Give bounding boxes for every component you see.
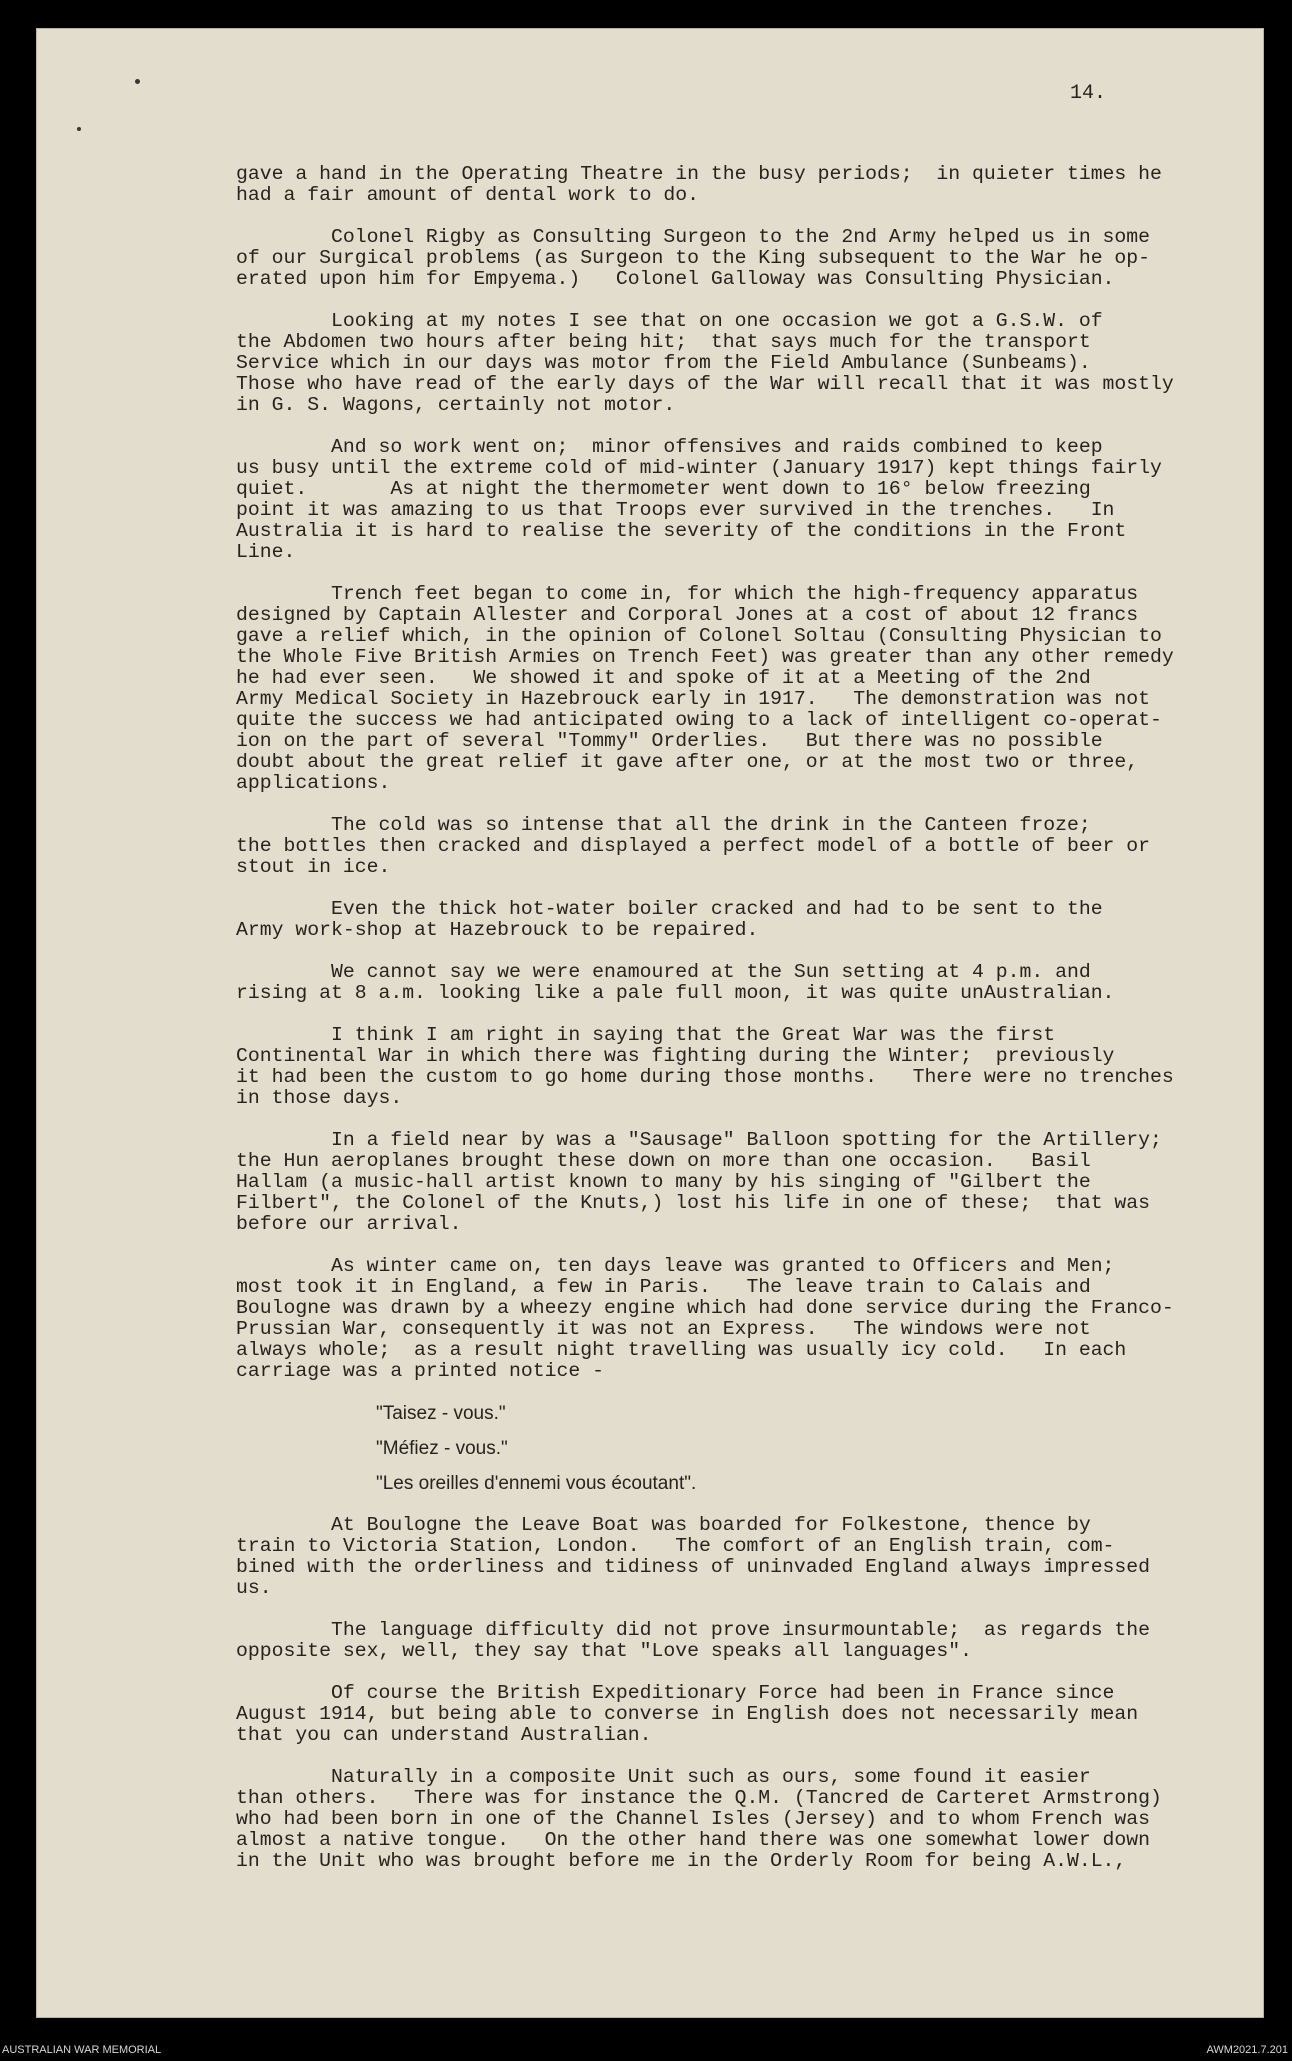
notice-line: "Méfiez - vous." <box>376 1438 508 1459</box>
paragraph: Colonel Rigby as Consulting Surgeon to the 2nd Army helped us in some of our Surgical problems (as Surgeon to the King subsequent to the War he op- erated upon him for Empyema.) Colonel Galloway was Consulting Physician. <box>236 226 1151 290</box>
footer-reference-number: AWM2021.7.201 <box>1206 2044 1288 2056</box>
footer-archive-name: AUSTRALIAN WAR MEMORIAL <box>2 2044 162 2056</box>
paragraph: As winter came on, ten days leave was granted to Officers and Men; most took it in England, a few in Paris. The leave train to Calais and Boulogne was drawn by a wheezy engine which had done service during the Franco- Prussian War, consequently it was not an Express. The windows were not always whole; as a result night travelling was usually icy cold. In each carriage was a printed notice - <box>236 1255 1174 1382</box>
paragraph: I think I am right in saying that the Great War was the first Continental War in which there was fighting during the Winter; previously it had been the custom to go home during those months. There were no trenches in those days. <box>236 1024 1174 1109</box>
paragraph: Even the thick hot-water boiler cracked and had to be sent to the Army work-shop at Hazebrouck to be repaired. <box>236 898 1103 941</box>
paragraph: Of course the British Expeditionary Force had been in France since August 1914, but being able to converse in English does not necessarily mean that you can understand Australian. <box>236 1682 1139 1746</box>
notice-line: "Taisez - vous." <box>376 1403 506 1424</box>
page-number: 14. <box>1070 82 1107 105</box>
paragraph: And so work went on; minor offensives and raids combined to keep us busy until the extreme cold of mid-winter (January 1917) kept things fairly quiet. As at night the thermometer went down to 16° below freezing point it was amazing to us that Troops ever survived in the trenches. In Australia it is hard to realise the severity of the conditions in the Front Line. <box>236 436 1162 563</box>
paper-speck <box>135 79 140 84</box>
notice-line: "Les oreilles d'ennemi vous écoutant". <box>376 1473 697 1494</box>
paragraph: Looking at my notes I see that on one occasion we got a G.S.W. of the Abdomen two hours after being hit; that says much for the transport Service which in our days was motor from the Field Ambulance (Sunbeams). Those who have read of the early days of the War will recall that it was mostly in G. S. Wagons, certainly not motor. <box>236 310 1174 416</box>
paragraph: At Boulogne the Leave Boat was boarded for Folkestone, thence by train to Victoria Station, London. The comfort of an English train, com- bined with the orderliness and tidiness of uninvaded England always impressed us. <box>236 1514 1151 1599</box>
paragraph: We cannot say we were enamoured at the Sun setting at 4 p.m. and rising at 8 a.m. looking like a pale full moon, it was quite unAustralian. <box>236 961 1115 1004</box>
paragraph: The language difficulty did not prove insurmountable; as regards the opposite sex, well, they say that "Love speaks all languages". <box>236 1619 1151 1662</box>
paragraph: The cold was so intense that all the drink in the Canteen froze; the bottles then cracked and displayed a perfect model of a bottle of beer or stout in ice. <box>236 814 1151 878</box>
paragraph: In a field near by was a "Sausage" Balloon spotting for the Artillery; the Hun aeroplanes brought these down on more than one occasion. Basil Hallam (a music-hall artist known to many by his singing of "Gilbert the Filbert", the Colonel of the Knuts,) lost his life in one of these; that was before our arrival. <box>236 1129 1162 1235</box>
paper-speck <box>77 127 81 131</box>
paragraph: gave a hand in the Operating Theatre in the busy periods; in quieter times he had a fair amount of dental work to do. <box>236 163 1162 206</box>
paragraph: Trench feet began to come in, for which the high-frequency apparatus designed by Captain Allester and Corporal Jones at a cost of about 12 francs gave a relief which, in the opinion of Colonel Soltau (Consulting Physician to the Whole Five British Armies on Trench Feet) was greater than any other remedy he had ever seen. We showed it and spoke of it at a Meeting of the 2nd Army Medical Society in Hazebrouck early in 1917. The demonstration was not quite the success we had anticipated owing to a lack of intelligent co-operat- ion on the part of several "Tommy" Orderlies. But there was no possible doubt about the great relief it gave after one, or at the most two or three, applications. <box>236 583 1174 794</box>
paragraph: Naturally in a composite Unit such as ours, some found it easier than others. There was for instance the Q.M. (Tancred de Carteret Armstrong) who had been born in one of the Channel Isles (Jersey) and to whom French was almost a native tongue. On the other hand there was one somewhat lower down in the Unit who was brought before me in the Orderly Room for being A.W.L., <box>236 1766 1162 1872</box>
typed-text-body <box>236 164 1236 1893</box>
